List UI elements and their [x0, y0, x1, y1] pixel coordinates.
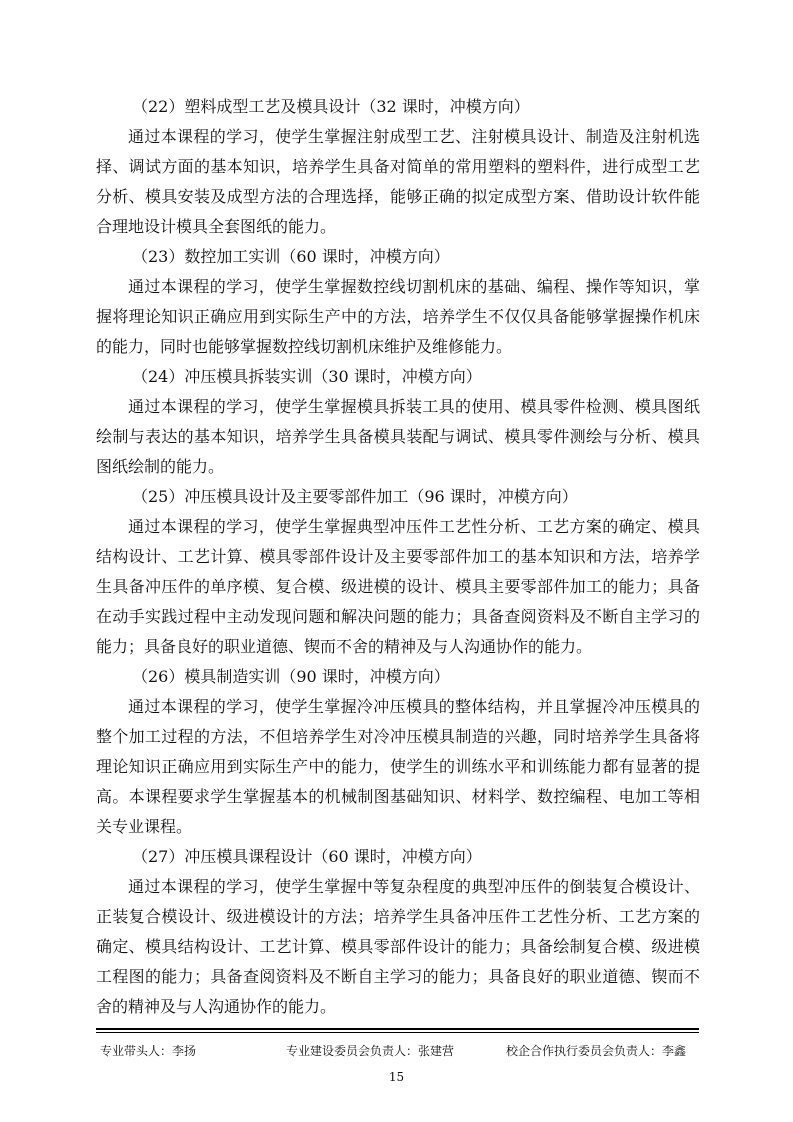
section-body: 通过本课程的学习，使学生掌握典型冲压件工艺性分析、工艺方案的确定、模具结构设计、工艺计算、模具零部件设计及主要零部件加工的基本知识和方法，培养学生具备冲压件的单序模、复合模、级进模的设计、模具主要零部件加工的能力；具备在动手实践过程中主动发现问题和解决问题的能力；具备查阅资料及不断自主学习的能力；具备良好的职业道德、锲而不舍的精神及与人沟通协作的能力。 [96, 517, 700, 656]
section-body: 通过本课程的学习，使学生掌握冷冲压模具的整体结构，并且掌握冷冲压模具的整个加工过程的方法，不但培养学生对冷冲压模具制造的兴趣，同时培养学生具备将理论知识正确应用到实际生产中的能力，使学生的训练水平和训练能力都有显著的提高。本课程要求学生掌握基本的机械制图基础知识、材料学、数控编程、电加工等相关专业课程。 [96, 697, 700, 836]
section-22 [96, 92, 700, 242]
section-heading: （22）塑料成型工艺及模具设计（32 课时，冲模方向） [132, 97, 530, 116]
footer-committee: 专业建设委员会负责人：张建营 [286, 1044, 455, 1058]
section-heading: （24）冲压模具拆装实训（30 课时，冲模方向） [132, 367, 482, 386]
section-body: 通过本课程的学习，使学生掌握数控线切割机床的基础、编程、操作等知识，掌握将理论知识正确应用到实际生产中的方法，培养学生不仅仅具备能够掌握操作机床的能力，同时也能够掌握数控线切割机床维护及维修能力。 [96, 277, 700, 356]
page-content [96, 92, 700, 1022]
section-26 [96, 662, 700, 842]
section-27 [96, 842, 700, 1022]
page-number: 15 [388, 1070, 405, 1084]
footer-divider-thick [96, 1028, 699, 1030]
section-heading: （25）冲压模具设计及主要零部件加工（96 课时，冲模方向） [132, 487, 578, 506]
footer-cooperation: 校企合作执行委员会负责人：李鑫 [506, 1044, 687, 1058]
footer-lead: 专业带头人：李扬 [100, 1044, 197, 1058]
section-24 [96, 362, 700, 482]
section-body: 通过本课程的学习，使学生掌握注射成型工艺、注射模具设计、制造及注射机选择、调试方面的基本知识，培养学生具备对简单的常用塑料的塑料件，进行成型工艺分析、模具安装及成型方法的合理选择，能够正确的拟定成型方案、借助设计软件能合理地设计模具全套图纸的能力。 [96, 127, 700, 236]
section-heading: （26）模具制造实训（90 课时，冲模方向） [132, 667, 450, 686]
footer-divider-thin [96, 1032, 699, 1033]
section-23 [96, 242, 700, 362]
page-footer [96, 1042, 700, 1062]
section-heading: （23）数控加工实训（60 课时，冲模方向） [132, 247, 450, 266]
section-body: 通过本课程的学习，使学生掌握中等复杂程度的典型冲压件的倒装复合模设计、正装复合模设计、级进模设计的方法；培养学生具备冲压件工艺性分析、工艺方案的确定、模具结构设计、工艺计算、模具零部件设计的能力；具备绘制复合模、级进模工程图的能力；具备查阅资料及不断自主学习的能力；具备良好的职业道德、锲而不舍的精神及与人沟通协作的能力。 [96, 877, 700, 1016]
section-body: 通过本课程的学习，使学生掌握模具拆装工具的使用、模具零件检测、模具图纸绘制与表达的基本知识，培养学生具备模具装配与调试、模具零件测绘与分析、模具图纸绘制的能力。 [96, 397, 700, 476]
section-25 [96, 482, 700, 662]
section-heading: （27）冲压模具课程设计（60 课时，冲模方向） [132, 847, 482, 866]
